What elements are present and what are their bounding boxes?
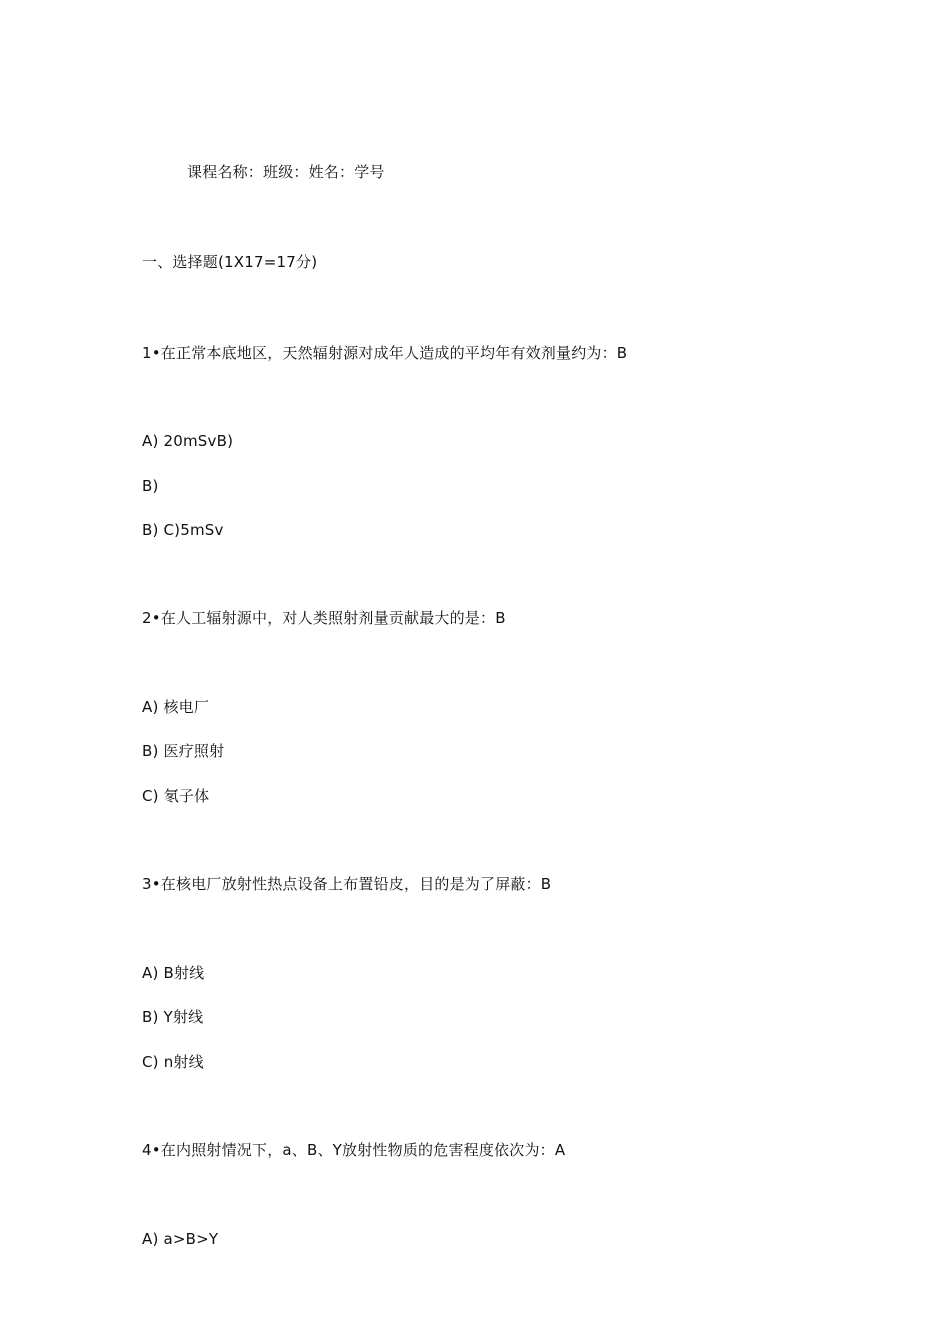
question-2-option-a: A) 核电厂 <box>142 698 210 716</box>
question-1-text: 1•在正常本底地区，天然辐射源对成年人造成的平均年有效剂量约为：B <box>142 344 628 362</box>
section-title: 一、选择题(1X17=17分) <box>142 253 318 271</box>
question-2-text: 2•在人工辐射源中，对人类照射剂量贡献最大的是：B <box>142 609 506 627</box>
question-1-option-1: A) 20mSvB) <box>142 432 234 450</box>
question-3-option-b: B) Y射线 <box>142 1008 204 1026</box>
question-3-option-a: A) B射线 <box>142 964 205 982</box>
question-3-option-c: C) n射线 <box>142 1053 204 1071</box>
course-info-header: 课程名称：班级：姓名：学号 <box>187 163 385 181</box>
question-4-option-a: A) a>B>Y <box>142 1230 219 1248</box>
question-3-text: 3•在核电厂放射性热点设备上布置铅皮，目的是为了屏蔽：B <box>142 875 552 893</box>
question-1-option-3: B) C)5mSv <box>142 521 224 539</box>
question-2-option-b: B) 医疗照射 <box>142 742 225 760</box>
question-2-option-c: C) 氡子体 <box>142 787 210 805</box>
question-1-option-2: B) <box>142 477 159 495</box>
question-4-text: 4•在内照射情况下，a、B、Y放射性物质的危害程度依次为：A <box>142 1141 566 1159</box>
